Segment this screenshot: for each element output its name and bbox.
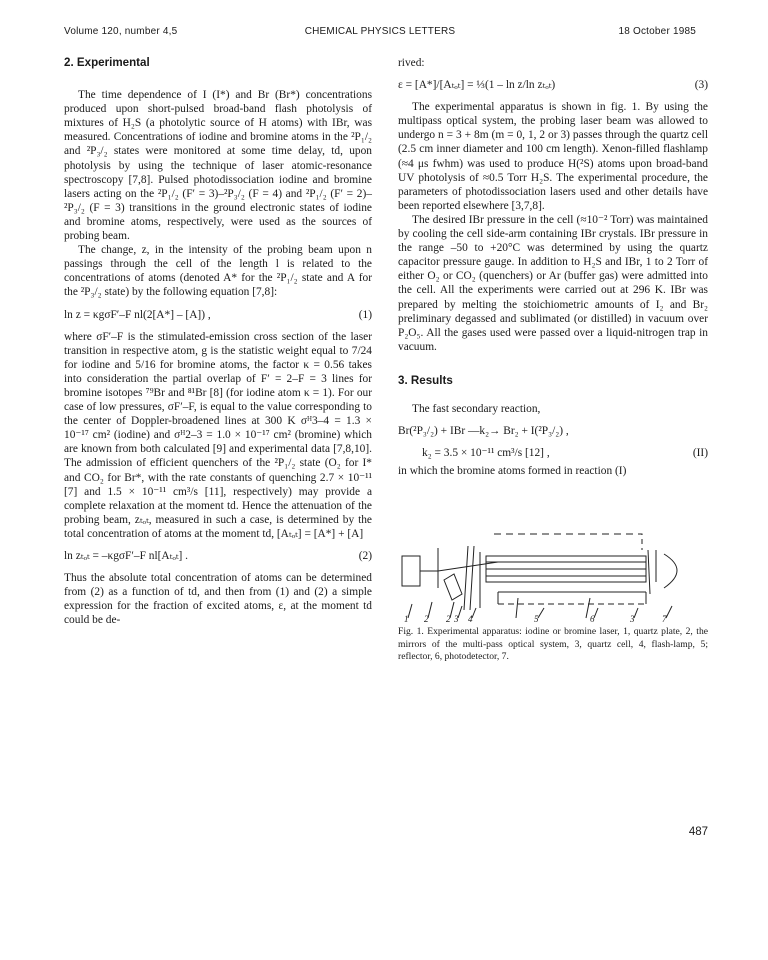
journal-title: CHEMICAL PHYSICS LETTERS (304, 26, 456, 37)
figure-label: 3 (454, 614, 459, 625)
section-heading-results: 3. Results (398, 373, 453, 387)
left-column (64, 56, 372, 627)
rate-constant (398, 446, 708, 460)
equation-text: ln zₜₒₜ = –κgσF′–F nl[Aₜₒₜ] . (64, 550, 189, 562)
figure-label: 5 (534, 614, 539, 625)
paragraph-continuation: rived: (398, 57, 425, 69)
running-header (64, 26, 696, 40)
equation-number: (II) (692, 447, 708, 460)
page-number: 487 (688, 826, 708, 838)
issue-date: 18 October 1985 (618, 26, 696, 37)
paragraph: in which the bromine atoms formed in reaction (I) (398, 465, 627, 478)
equation-1 (64, 308, 372, 322)
paragraph: The experimental apparatus is shown in fig. 1. By using the multipass optical system, the probing laser beam was allowed to undergo n = 3 + 8m (m = 0, 1, 2 or 3) passes through the quartz cell (2.5 cm inner diameter and 100 cm length). Xenon-filled flashlamp (≈4 μs fwhm) was used to produce H(²S) atoms upon broad-band UV photolysis of ≈0.5 Torr H₂S. The experimental procedure, the parameters of photodissociation lasers used and other details have been reported elsewhere [3,7,8]. (398, 101, 708, 212)
right-column (398, 56, 708, 664)
figure-label: 3 (630, 614, 635, 625)
figure-label: 7 (662, 614, 667, 625)
equation-text: ε = [A*]/[Aₜₒₜ] = ⅓(1 – ln z/ln zₜₒₜ) (398, 79, 556, 92)
figure-caption: Fig. 1. Experimental apparatus: iodine or bromine laser, 1, quartz plate, 2, the mirrors of the multi-pass optical system, 3, quartz cell, 4, flash-lamp, 5; reflector, 6, photodetector, 7. (398, 626, 708, 663)
section-heading-experimental: 2. Experimental (64, 56, 150, 69)
equation-3 (398, 78, 708, 92)
apparatus-schematic (398, 522, 708, 626)
paragraph: The desired IBr pressure in the cell (≈10⁻² Torr) was maintained by cooling the cell side-arm containing IBr crystals. IBr pressure in the range –50 to +20°C was determined by using the quartz capacitor pressure gauge. In addition to H₂S and IBr, 1 to 2 Torr of either O₂ or CO₂ (quenchers) or Ar (buffer gas) were admitted into the cell. All the experiments were carried out at 296 K. IBr was prepared by melting the stoichiometric amounts of I₂ and Br₂ preliminary degassed and sublimated (or distilled) in vacuum over P₂O₅. All the gases used were passed over a liquid-nitrogen trap in vacuum. (398, 213, 708, 353)
reaction-equation (398, 424, 708, 438)
paragraph: The change, z, in the intensity of the probing beam upon n passings through the cell of the length l is related to the concentrations of atoms (denoted A* for the ²P₁/₂ state and A for the ²P₃/₂ state) by the following equation [7,8]: (64, 244, 372, 299)
figure-label: 6 (590, 614, 595, 625)
equation-number: (1) (358, 308, 372, 321)
paragraph: The time dependence of I (I*) and Br (Br*) concentrations produced upon short-pulsed broad-band flash photolysis of mixtures of H₂S (a photolytic source of H atoms) with IBr, was measured. Concentrations of iodine and bromine atoms in the ²P₁/₂ and ²P₃/₂ states were monitored at some time delay, td, upon photolysis by using the technique of laser atomic-resonance spectroscopy [7,8]. Pulsed photodissociation iodine and bromine lasers acting on the ²P₁/₂ (F′ = 3)–²P₃/₂ (F = 4) and ²P₁/₂ (F′ = 2)–²P₃/₂ (F = 3) transitions in the ground electronic states of iodine and bromine atoms, respectively, were used as the sources of probing beam. (64, 89, 372, 243)
paragraph: The fast secondary reaction, (412, 402, 541, 415)
reaction-text: Br(²P₃/₂) + IBr —k₂→ Br₂ + I(²P₃/₂) , (398, 425, 569, 438)
equation-number: (2) (358, 550, 372, 562)
equation-2 (64, 549, 372, 563)
figure-label: 4 (468, 614, 473, 625)
figure-label: 2 (424, 614, 429, 625)
equation-text: ln z = κgσF′–F nl(2[A*] – [A]) , (64, 308, 211, 321)
volume-info: Volume 120, number 4,5 (64, 26, 178, 37)
rate-text: k₂ = 3.5 × 10⁻¹¹ cm³/s [12] , (422, 447, 550, 460)
figure-label: 2 (446, 614, 451, 625)
equation-number: (3) (694, 79, 708, 92)
figure-label: 1 (404, 614, 409, 625)
paragraph: Thus the absolute total concentration of atoms can be determined from (2) as a function of td, and then from (1) and (2) a simple expression for the fraction of excited atoms, ε, at the moment td could be de- (64, 572, 372, 627)
paragraph: where σF′–F is the stimulated-emission cross section of the laser transition in respective atom, g is the statistic weight equal to 7/24 for iodine and 5/16 for bromine atoms, the factor κ = 0.56 takes into consideration the partial overlap of F′ = 2–F = 3 lines for bromine isotopes ⁷⁹Br and ⁸¹Br [8] (for iodine atom κ = 1). For our case of low pressures, σF′–F, is equal to the value corresponding to the center of Doppler-broadened lines at 300 K σᴴ3–4 = 1.3 × 10⁻¹⁷ cm² (iodine) and σᴴ2–3 = 1.0 × 10⁻¹⁷ cm² (bromine) which are known from both calculated [9] and experimental data [7,8,10]. The admission of efficient quenchers of the ²P₁/₂ state (O₂ for I* and CO₂ for Br*, with the rate constants of quenching 2.7 × 10⁻¹¹ [7] and 1.5 × 10⁻¹¹ cm³/s [11], respectively) may provide a complete relaxation at the moment td. Hence the attenuation of the probing beam, zₜₒₜ, measured in such a case, is determined by the total concentration of atoms at the moment td, [Aₜₒₜ] = [A*] + [A] (64, 330, 372, 540)
figure-1-diagram (398, 522, 708, 626)
